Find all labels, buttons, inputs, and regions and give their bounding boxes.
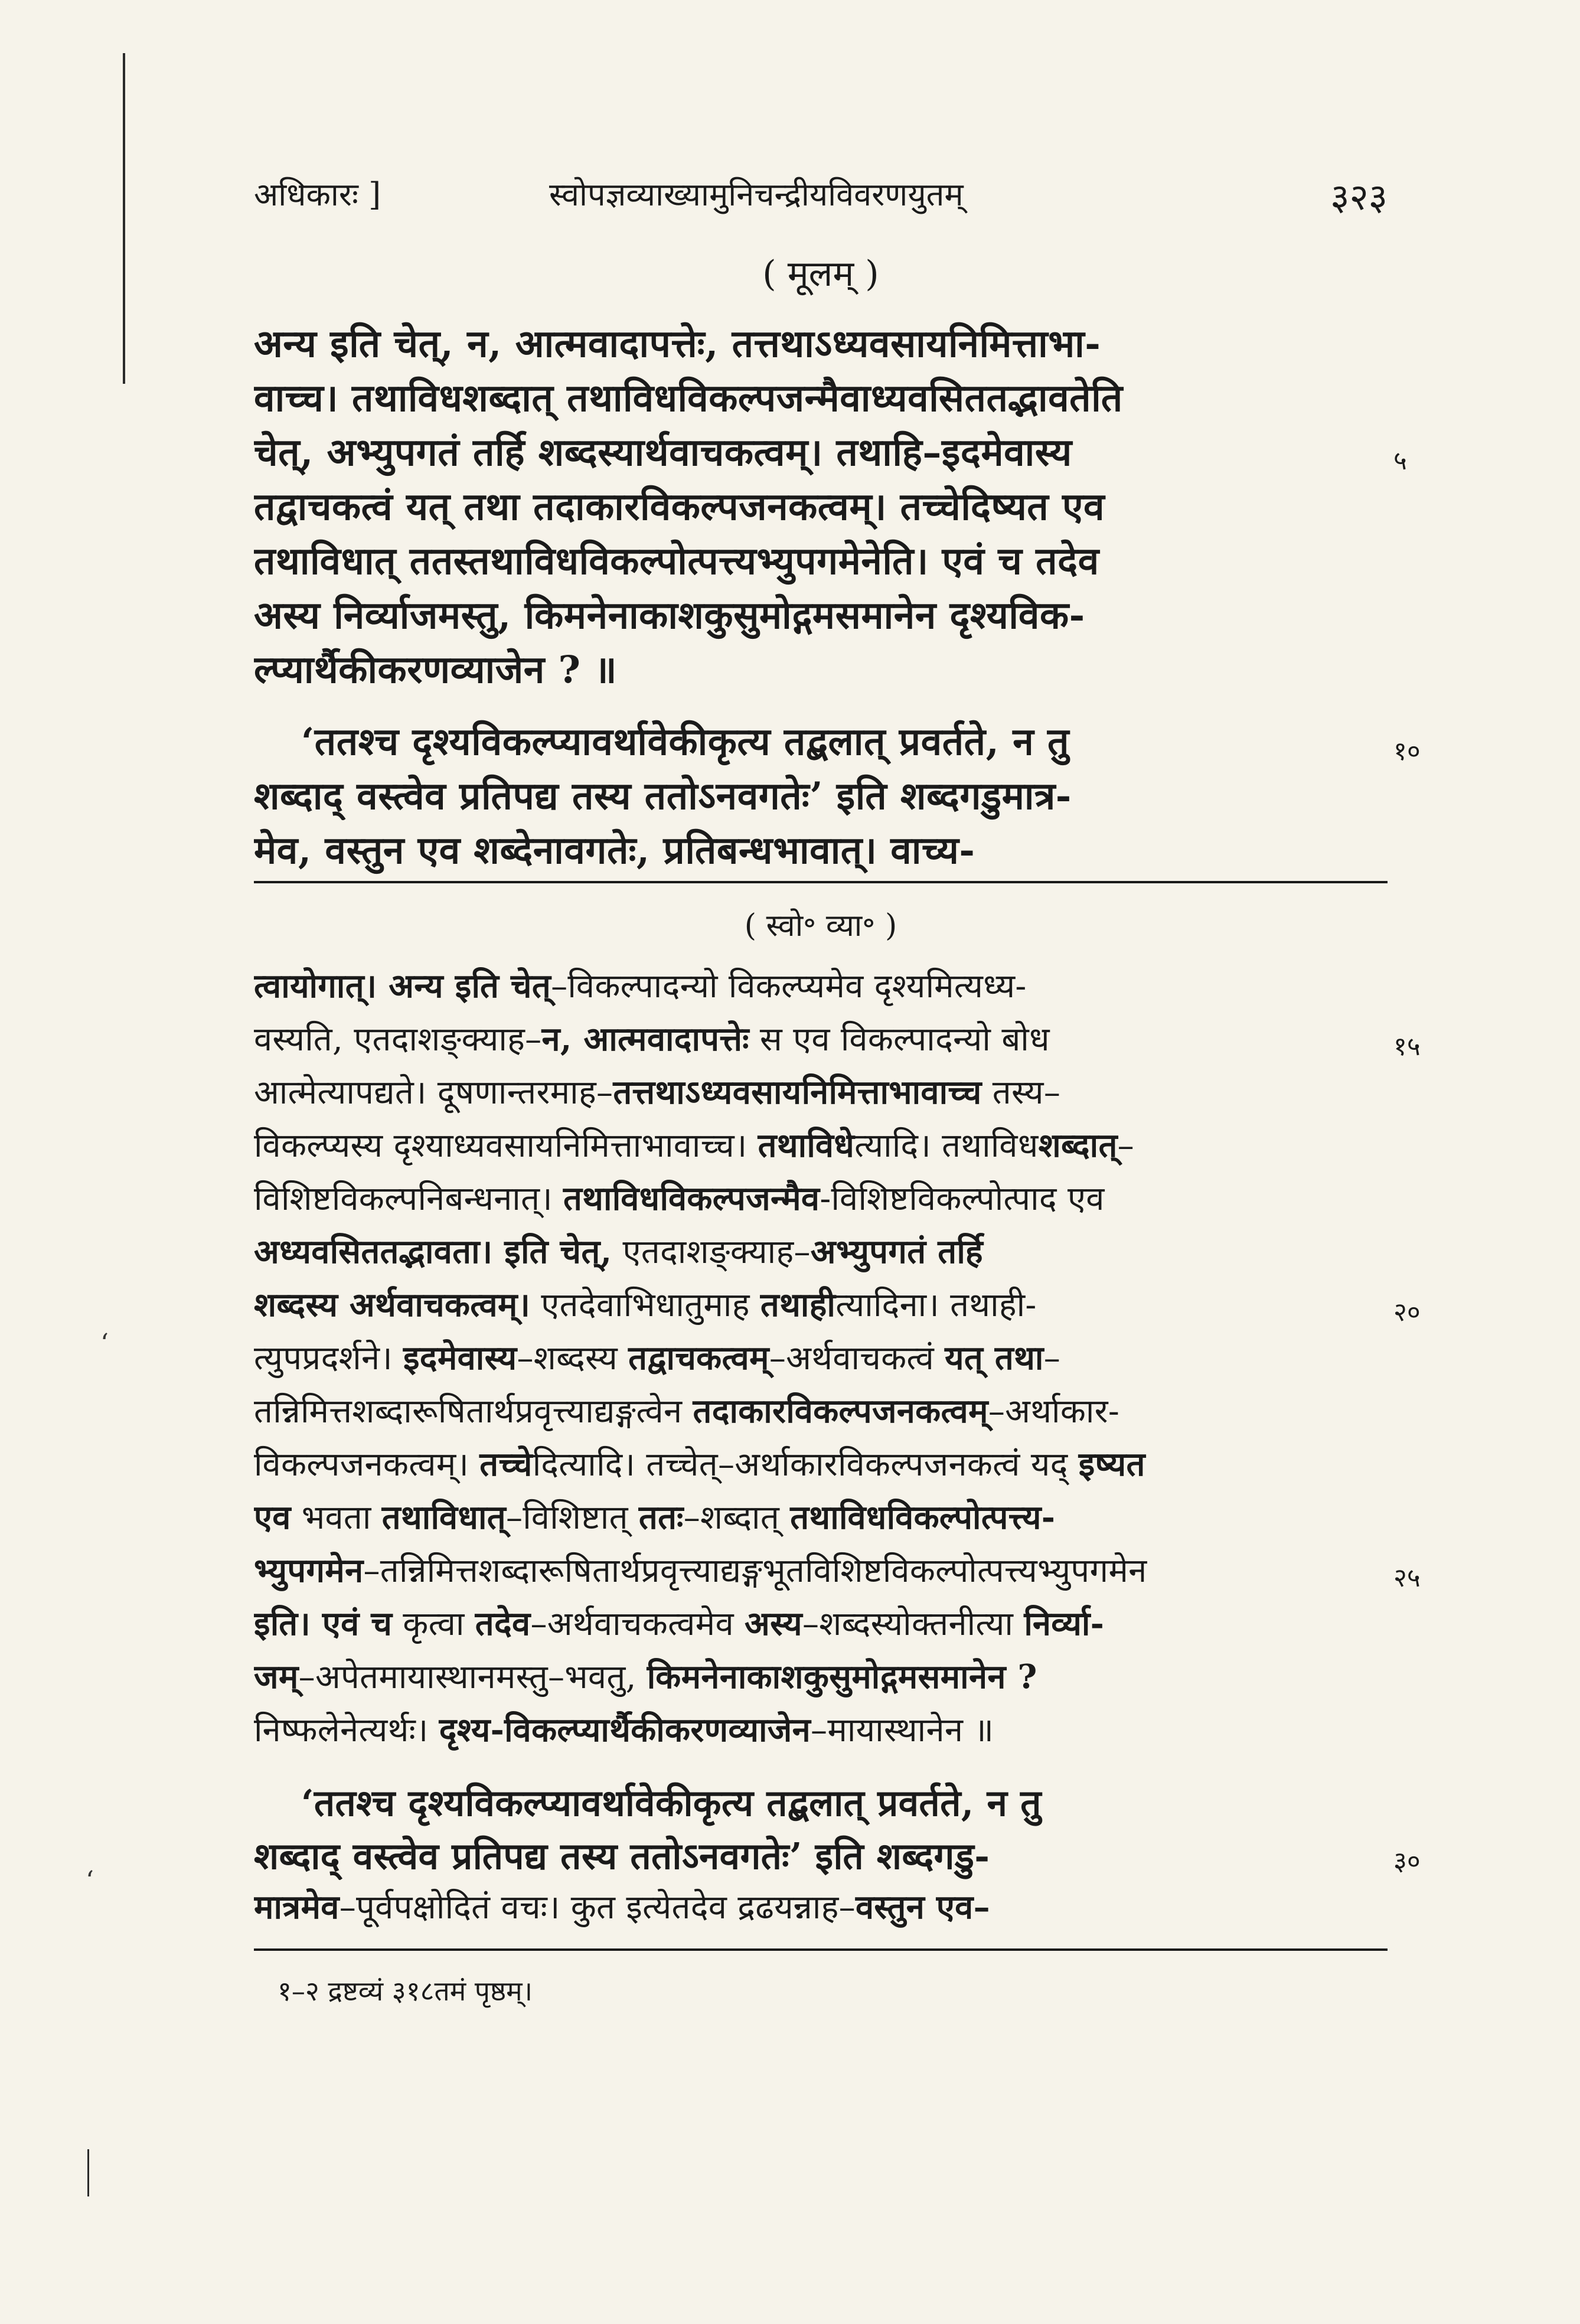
line-number: १०: [1393, 736, 1421, 766]
text-segment: –अर्थवाचकत्वं: [769, 1339, 945, 1378]
vyakhya-line: [254, 1441, 1388, 1486]
vyakhya-line: [254, 1547, 1388, 1592]
bold-text-segment: इष्यत: [1078, 1445, 1145, 1484]
text-segment: एतदेवाभिधातुमाह: [530, 1286, 760, 1324]
mula-line: अस्य निर्व्याजमस्तु, किमनेनाकाशकुसुमोद्गमसमानेन दृश्यविक-: [254, 593, 1085, 638]
mula-line: शब्दाद् वस्त्वेव प्रतिपद्य तस्य ततोऽनवगतेः’ इति शब्दगडुमात्र-: [254, 774, 1072, 818]
text-segment: तन्निमित्तशब्दारूषितार्थप्रवृत्त्याद्यङ्गत्वेन: [254, 1392, 693, 1431]
mula-line: तथाविधात् ततस्तथाविधविकल्पोत्पत्त्यभ्युपगमेनेति। एवं च तदेव: [254, 539, 1099, 583]
bold-text-segment: शब्दस्य अर्थवाचकत्वम्।: [254, 1285, 531, 1324]
bold-text-segment: दृश्य-विकल्प्यार्थैकीकरणव्याजेन: [439, 1711, 811, 1749]
text-segment: –: [1043, 1339, 1061, 1378]
mula-line: तद्वाचकत्वं यत् तथा तदाकारविकल्पजनकत्वम्। तच्चेदिष्यत एव: [254, 485, 1105, 529]
left-binding-line: [123, 53, 125, 384]
text-segment: त्युपप्रदर्शने।: [254, 1339, 404, 1378]
text-segment: विकल्प्यस्य दृश्याध्यवसायनिमित्ताभावाच्च।: [254, 1127, 758, 1165]
bold-text-segment: तथाविधविकल्पोत्पत्त्य-: [790, 1498, 1056, 1537]
text-segment: –शब्दस्य: [517, 1339, 629, 1378]
mula-line: चेत्, अभ्युपगतं तर्हि शब्दस्यार्थवाचकत्वम्। तथाहि–इदमेवास्य: [254, 430, 1072, 475]
mula-line: मेव, वस्तुन एव शब्देनावगतेः, प्रतिबन्धभावात्। वाच्य-: [254, 828, 975, 873]
text-segment: निष्फलेनेत्यर्थः।: [254, 1711, 439, 1749]
vyakhya-heading: ( स्वो॰ व्या॰ ): [744, 908, 897, 944]
text-segment: –विकल्पादन्यो विकल्प्यमेव दृश्यमित्यध्य-: [551, 967, 1027, 1006]
bold-text-segment: मात्रमेव: [254, 1888, 339, 1927]
line-number: २५: [1393, 1563, 1421, 1593]
vyakhya-line: [254, 1706, 1388, 1751]
bold-text-segment: एव: [254, 1498, 291, 1537]
left-binding-line-lower: [87, 2149, 89, 2196]
vyakhya-line: [254, 1600, 1388, 1645]
bold-text-segment: तदाकारविकल्पजनकत्वम्: [693, 1392, 988, 1431]
bold-text-segment: अभ्युपगतं तर्हि: [810, 1232, 983, 1271]
bold-text-segment: शब्दात्: [1038, 1126, 1118, 1165]
bold-text-segment: अस्य: [744, 1604, 802, 1643]
vyakhya-line: [254, 1653, 1388, 1698]
bold-text-segment: यत् तथा: [945, 1339, 1044, 1378]
bold-text-segment: न, आत्मवादापत्तेः: [541, 1020, 749, 1059]
vyakhya-line: [254, 1069, 1388, 1114]
bold-text-segment: ‘ततश्च दृश्यविकल्प्यावर्थावेकीकृत्य तद्बलात् प्रवर्तते, न तु: [301, 1781, 1042, 1824]
vyakhya-line: [254, 1777, 1388, 1827]
mula-line: वाच्च। तथाविधशब्दात् तथाविधविकल्पजन्मैवाध्यवसिततद्भावतेति: [254, 376, 1123, 420]
text-segment: एतदाशङ्क्याह–: [612, 1233, 811, 1271]
bold-text-segment: तथाही: [760, 1285, 836, 1324]
bold-text-segment: त्वायोगात्। अन्य इति चेत्: [254, 967, 551, 1006]
header-book-title: स्वोपज्ञव्याख्यामुनिचन्द्रीयविवरणयुतम्: [549, 176, 964, 213]
running-header: [254, 159, 1388, 224]
text-segment: –तन्निमित्तशब्दारूषितार्थप्रवृत्त्याद्यङ्गभूतविशिष्टविकल्पोत्पत्त्यभ्युपगमेन: [363, 1552, 1147, 1590]
vyakhya-line: [254, 1016, 1388, 1060]
vyakhya-line: [254, 962, 1388, 1007]
mula-line: ल्प्यार्थैकीकरणव्याजेन ? ॥: [254, 648, 618, 692]
text-segment: –शब्दात्: [683, 1499, 791, 1537]
bold-text-segment: तदेव: [475, 1604, 531, 1643]
mula-heading: ( मूलम् ): [762, 253, 879, 295]
vyakhya-line: [254, 1228, 1388, 1273]
bold-text-segment: भ्युपगमेन: [254, 1551, 364, 1590]
line-number: १५: [1393, 1032, 1421, 1062]
text-segment: तस्य–: [981, 1073, 1061, 1112]
mula-line: अन्य इति चेत्, न, आत्मवादापत्तेः, तत्तथाऽध्यवसायनिमित्ताभा-: [254, 322, 1101, 366]
text-segment: भवता: [290, 1499, 382, 1537]
bold-text-segment: अध्यवसिततद्भावता। इति चेत्,: [254, 1232, 612, 1271]
text-segment: –विशिष्टात्: [505, 1499, 639, 1537]
text-segment: –अर्थवाचकत्वमेव: [530, 1605, 745, 1643]
text-segment: -विशिष्टविकल्पोत्पाद एव: [820, 1180, 1105, 1218]
bold-text-segment: किमनेनाकाशकुसुमोद्गमसमानेन ?: [647, 1657, 1037, 1696]
text-segment: त्यादिना। तथाही-: [835, 1286, 1037, 1324]
header-chapter: अधिकारः ]: [254, 176, 381, 213]
bold-text-segment: तद्वाचकत्वम्: [628, 1339, 769, 1378]
footnote-divider: [254, 1948, 1388, 1951]
line-number: २०: [1393, 1297, 1421, 1327]
page-number: ३२३: [1330, 175, 1388, 218]
bold-text-segment: इदमेवास्य: [403, 1339, 517, 1378]
text-segment: त्यादि। तथाविध: [854, 1127, 1039, 1165]
bold-text-segment: शब्दाद् वस्त्वेव प्रतिपद्य तस्य ततोऽनवगतेः’ इति शब्दगडु-: [254, 1835, 990, 1878]
bold-text-segment: ततः: [638, 1498, 684, 1537]
section-divider: [254, 881, 1388, 883]
text-segment: –मायास्थानेन ॥: [811, 1711, 994, 1749]
vyakhya-line: [254, 1388, 1388, 1432]
text-segment: स एव विकल्पादन्यो बोध: [749, 1020, 1050, 1059]
text-segment: –अर्थाकार-: [988, 1392, 1120, 1431]
vyakhya-line: [254, 1281, 1388, 1326]
vyakhya-line: [254, 1830, 1388, 1880]
bold-text-segment: वस्तुन एव–: [855, 1888, 990, 1927]
bold-text-segment: तथाविधविकल्पजन्मैव: [563, 1179, 820, 1218]
bold-text-segment: तत्तथाऽध्यवसायनिमित्ताभावाच्च: [613, 1073, 982, 1112]
text-segment: –पूर्वपक्षोदितं वचः। कुत इत्येतदेव द्रढयन्नाह–: [339, 1888, 856, 1927]
bold-text-segment: तथाविधे: [758, 1126, 855, 1165]
text-segment: कृत्वा: [392, 1605, 475, 1643]
vyakhya-line: [254, 1494, 1388, 1539]
text-segment: वस्यति, एतदाशङ्क्याह–: [254, 1020, 542, 1059]
bold-text-segment: जम्: [254, 1657, 299, 1696]
mula-line: ‘ततश्च दृश्यविकल्प्यावर्थावेकीकृत्य तद्बलात् प्रवर्तते, न तु: [301, 720, 1070, 764]
margin-mark: ‘: [100, 1329, 109, 1359]
text-segment: –शब्दस्योक्तनीत्या: [802, 1605, 1024, 1643]
line-number: ५: [1393, 446, 1407, 476]
bold-text-segment: निर्व्या-: [1024, 1604, 1105, 1643]
vyakhya-line: [254, 1334, 1388, 1379]
vyakhya-line: [254, 1884, 1388, 1928]
bold-text-segment: तच्चे: [479, 1445, 533, 1484]
text-segment: –: [1117, 1127, 1134, 1165]
bold-text-segment: तथाविधात्: [381, 1498, 506, 1537]
text-segment: विकल्पजनकत्वम्।: [254, 1445, 480, 1484]
margin-mark: ‘: [86, 1866, 94, 1896]
text-segment: दित्यादि। तच्चेत्–अर्थाकारविकल्पजनकत्वं यद्: [532, 1445, 1079, 1484]
text-segment: आत्मेत्यापद्यते। दूषणान्तरमाह–: [254, 1073, 613, 1112]
footnote: १–२ द्रष्टव्यं ३१८तमं पृष्ठम्।: [278, 1975, 533, 2007]
text-segment: विशिष्टविकल्पनिबन्धनात्।: [254, 1180, 563, 1218]
vyakhya-line: [254, 1175, 1388, 1220]
bold-text-segment: इति। एवं च: [254, 1604, 393, 1643]
line-number: ३०: [1393, 1846, 1421, 1876]
text-segment: –अपेतमायास्थानमस्तु–भवतु,: [298, 1658, 647, 1696]
vyakhya-line: [254, 1122, 1388, 1167]
